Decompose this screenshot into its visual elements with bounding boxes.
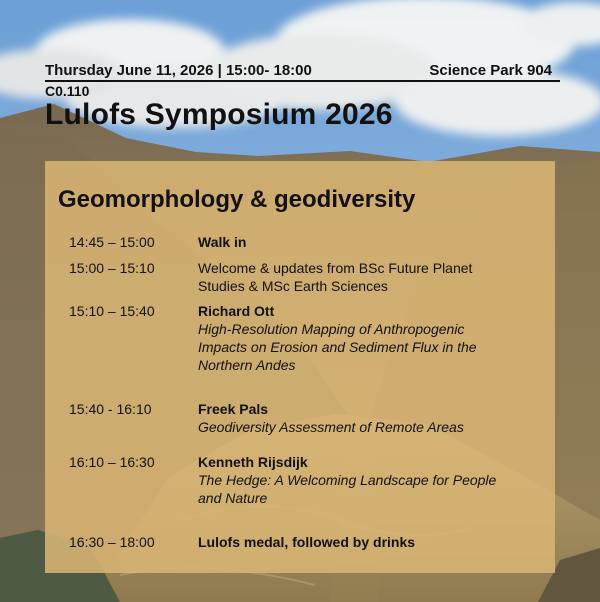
schedule-time: 15:10 – 15:40	[69, 303, 155, 319]
schedule-time: 14:45 – 15:00	[69, 234, 155, 250]
schedule-title: Walk in	[198, 234, 247, 250]
event-date-time: Thursday June 11, 2026 | 15:00- 18:00	[45, 62, 312, 79]
schedule-time: 16:10 – 16:30	[69, 454, 155, 470]
schedule-content	[198, 453, 533, 507]
talk-title-line-2: Impacts on Erosion and Sediment Flux in the	[198, 339, 477, 355]
schedule-title: Lulofs medal, followed by drinks	[198, 534, 416, 550]
speaker-name: Richard Ott	[198, 303, 275, 319]
talk-title-line-1: High-Resolution Mapping of Anthropogenic	[198, 321, 465, 337]
schedule-content	[198, 400, 533, 436]
panel-title: Geomorphology & geodiversity	[58, 186, 416, 213]
speaker-name: Freek Pals	[198, 401, 269, 417]
event-venue: Science Park 904	[429, 62, 552, 79]
event-title: Lulofs Symposium 2026	[45, 98, 393, 131]
speaker-name: Kenneth Rijsdijk	[198, 454, 308, 470]
talk-title-line-1: The Hedge: A Welcoming Landscape for People	[198, 472, 497, 488]
schedule-content	[198, 533, 533, 551]
schedule-content	[198, 233, 533, 251]
schedule-time: 16:30 – 18:00	[69, 534, 155, 550]
schedule-time: 15:00 – 15:10	[69, 260, 155, 276]
talk-title-line-1: Geodiversity Assessment of Remote Areas	[198, 419, 464, 435]
talk-title-line-3: Northern Andes	[198, 357, 296, 373]
schedule-time: 15:40 - 16:10	[69, 401, 152, 417]
header-top-line	[45, 62, 560, 82]
event-header	[45, 62, 560, 132]
talk-title-line-2: and Nature	[198, 490, 268, 506]
schedule-content	[198, 259, 533, 295]
schedule-content	[198, 302, 533, 374]
schedule-panel	[45, 161, 555, 573]
schedule-text-line-1: Welcome & updates from BSc Future Planet	[198, 260, 473, 276]
event-room: C0.110	[45, 83, 90, 99]
schedule-text-line-2: Studies & MSc Earth Sciences	[198, 278, 388, 294]
